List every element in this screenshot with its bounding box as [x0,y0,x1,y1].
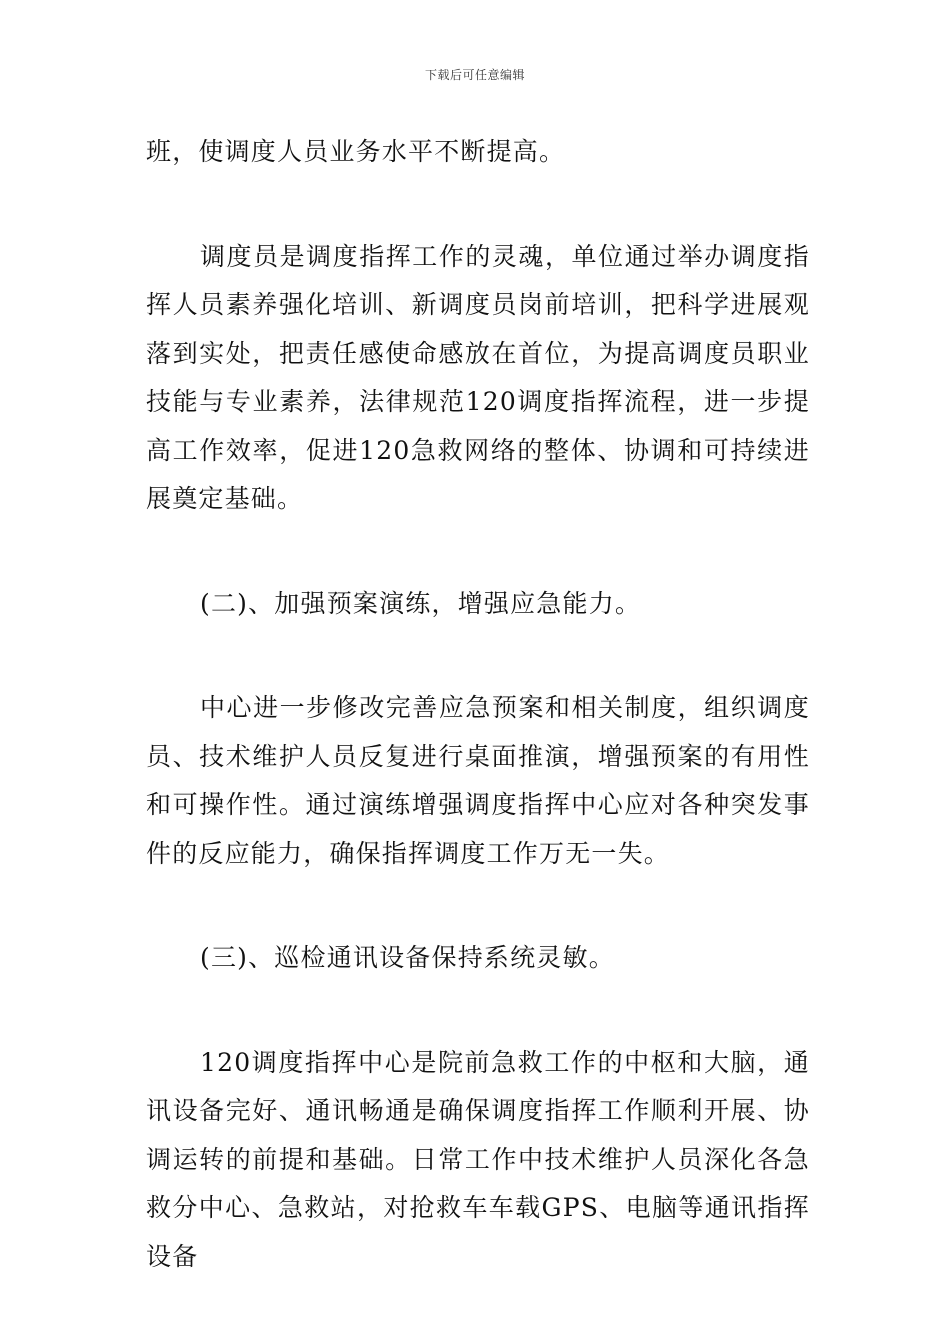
section-heading-2: (二)、加强预案演练，增强应急能力。 [200,588,642,618]
document-body [146,128,810,1281]
paragraph-dispatcher-training: 调度员是调度指挥工作的灵魂，单位通过举办调度指挥人员素养强化培训、新调度员岗前培训，把科学进展观落到实处，把责任感使命感放在首位，为提高调度员职业技能与专业素养，法律规范120调度指挥流程，进一步提高工作效率，促进120急救网络的整体、协调和可持续进展奠定基础。 [146,241,810,513]
header-note: 下载后可任意编辑 [424,68,525,82]
paragraph-emergency-drills: 中心进一步修改完善应急预案和相关制度，组织调度员、技术维护人员反复进行桌面推演，增强预案的有用性和可操作性。通过演练增强调度指挥中心应对各种突发事件的反应能力，确保指挥调度工作万无一失。 [146,693,810,868]
paragraph-communication-equipment: 120调度指挥中心是院前急救工作的中枢和大脑，通讯设备完好、通讯畅通是确保调度指挥工作顺利开展、协调运转的前提和基础。日常工作中技术维护人员深化各急救分中心、急救站，对抢救车车载GPS、电脑等通讯指挥设备 [146,1047,810,1271]
section-heading-3: (三)、巡检通讯设备保持系统灵敏。 [200,943,615,972]
paragraph-continuation: 班，使调度人员业务水平不断提高。 [146,137,566,166]
